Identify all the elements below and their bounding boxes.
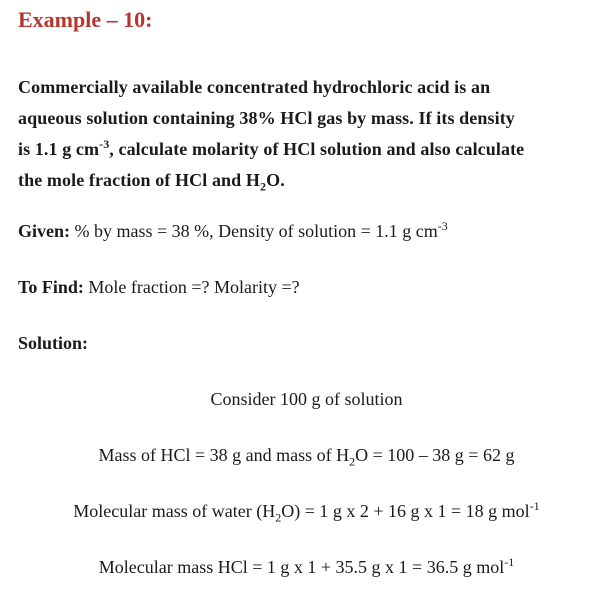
given-line [18,218,595,244]
question-line-4 [18,165,595,196]
given-text: % by mass = 38 %, Density of solution = 1.1 g cm [70,221,438,241]
step-2-text-end: O = 100 – 38 g = 62 g [355,445,515,465]
to-find-label: To Find: [18,277,84,297]
question-line-3 [18,134,595,165]
question-line-3-text-end: , calculate molarity of HCl solution and also calculate [109,139,525,159]
question-line-4-subscript: 2 [259,179,267,194]
to-find-text: Mole fraction =? Molarity =? [83,277,300,297]
solution-step-2 [18,442,595,468]
question-line-4-text-end: O. [266,170,285,190]
solution-step-3 [18,498,595,524]
question-line-3-superscript: -3 [99,137,110,151]
step-4-superscript: -1 [504,555,515,569]
question-text [18,72,595,196]
example-heading: Example – 10: [18,7,153,32]
step-3-superscript: -1 [529,499,540,513]
solution-line [18,330,595,356]
given-superscript: -3 [437,219,448,233]
solution-label: Solution: [18,333,89,353]
step-3-text: Molecular mass of water (H [73,501,276,521]
solution-step-1: Consider 100 g of solution [210,389,403,409]
question-line-2: aqueous solution containing 38% HCl gas by mass. If its density [18,108,515,128]
to-find-line [18,274,595,300]
step-2-subscript: 2 [349,454,356,469]
step-3-text-end: O) = 1 g x 2 + 16 g x 1 = 18 g mol [281,501,530,521]
step-4-text: Molecular mass HCl = 1 g x 1 + 35.5 g x 1 = 36.5 g mol [98,557,505,577]
step-2-text: Mass of HCl = 38 g and mass of H [98,445,350,465]
step-3-subscript: 2 [275,510,282,525]
question-line-1: Commercially available concentrated hydrochloric acid is an [18,77,491,97]
question-line-3-text: is 1.1 g cm [18,139,100,159]
question-line-4-text: the mole fraction of HCl and H [18,170,260,190]
solution-step-4 [18,554,595,580]
given-label: Given: [18,221,70,241]
